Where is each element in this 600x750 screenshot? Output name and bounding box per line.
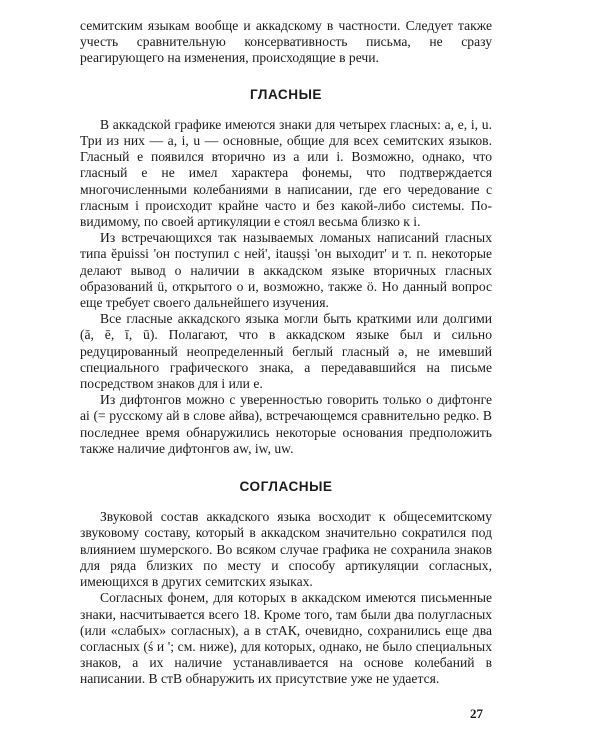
vowels-heading: ГЛАСНЫЕ: [250, 86, 322, 102]
vowels-paragraph-1: В аккадской графике имеются знаки для четырех гласных: a, e, i, u. Три из них — a, i, u — основные, общие для всех семитских языков. Гласный e появился вторично из a или i. Возможно, однако, что гласный e не имел характера фонемы, что подтверждается многочисленными колебаниями в написании, где его чередование с гласным i происходит крайне часто и без какой-либо системы. По-видимому, по своей артикуляции e стоял весьма близко к i.: [80, 116, 492, 230]
vowels-paragraph-3: Все гласные аккадского языка могли быть краткими или долгими (ā, ē, ī, ū). Полагают, что в аккадском языке был и сильно редуцированный неопределенный беглый гласный ə, не имевший специального графического знака, а передававшийся на письме посредством знаков для i или e.: [80, 311, 492, 392]
text-block: [80, 18, 492, 688]
consonants-heading: СОГЛАСНЫЕ: [239, 479, 333, 495]
consonants-paragraph-1: Звуковой состав аккадского языка восходит к общесемитскому звуковому составу, который в аккадском значительно сократился под влиянием шумерского. Во всяком случае графика не сохранила знаков для ряда близких по месту и способу артикуляции согласных, имеющихся в других семитских языках.: [80, 509, 492, 590]
intro-paragraph: семитским языкам вообще и аккадскому в частности. Следует также учесть сравнительную консервативность письма, не сразу реагирующего на изменения, происходящие в речи.: [80, 18, 492, 66]
consonants-paragraph-2: Согласных фонем, для которых в аккадском имеются письменные знаки, насчитывается всего 18. Кроме того, там были два полугласных (или «слабых» согласных), а в стАК, очевидно, сохранились еще два согласных (ś и '; см. ниже), для которых, однако, не было специальных знаков, а их наличие устанавливается на основе колебаний в написании. В стВ обнаружить их присутствие уже не удается.: [80, 590, 492, 687]
vowels-paragraph-2: Из встречающихся так называемых ломаных написаний гласных типа ĕpuissi 'он поступил с ней', itauṣṣi 'он выходит' и т. п. некоторые делают вывод о наличии в аккадском языке вторичных гласных образований ü, открытого o и, возможно, также ö. Но данный вопрос еще требует своего дальнейшего изучения.: [80, 230, 492, 311]
vowels-paragraph-4: Из дифтонгов можно с уверенностью говорить только о дифтонге ai (= русскому ай в слове айва), встречающемся сравнительно редко. В последнее время обнаружились некоторые основания предположить также наличие дифтонгов aw, iw, uw.: [80, 392, 492, 456]
page-number: 27: [470, 706, 483, 721]
